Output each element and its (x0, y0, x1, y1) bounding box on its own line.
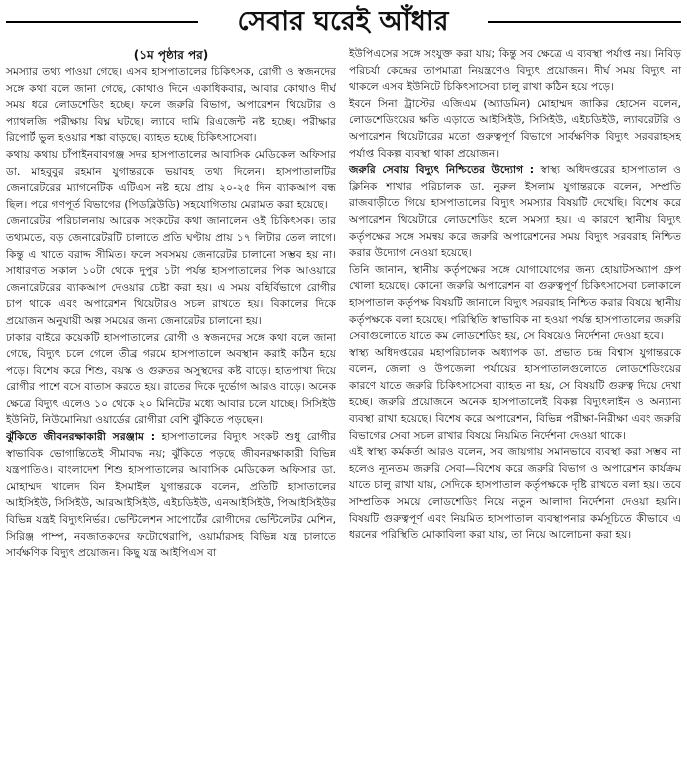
paragraph: কথায় কথায় চাঁপাইনবাবগঞ্জ সদর হাসপাতালের আবাসিক মেডিকেল অফিসার ডা. মাহবুবুর রহমান যুগান্তরকে ভয়াবহ তথ্য দিলেন। হাসপাতালটির জেনারেটরের ম্যাগনেটিক এটিএস নষ্ট হয়ে প্রায় ২০-২৫ দিন ব্যাকআপ বন্ধ ছিল। পরে গণপূর্ত বিভাগের (পিডব্লিউডি) সহযোগিতায় মেরামত করা হয়েছে। (6, 147, 336, 211)
paragraph-text: হাসপাতালের বিদ্যুৎ সংকট শুধু রোগীর স্বাভাবিক ভোগান্তিতেই সীমাবদ্ধ নয়; ঝুঁকিতে পড়ছে জীবনরক্ষাকারী বিভিন্ন যন্ত্রপাতিও। বাংলাদেশ শিশু হাসপাতালের আবাসিক মেডিকেল অফিসার ডা. মোহাম্মদ খালেদ বিন ইসমাইল যুগান্তরকে বলেন, প্রতিটি হাসাতালের আইসিইউ, সিসিইউ, আরআইসিইউ, এইচডিইউ, এনআইসিইউ, পিআইসিইউর বিভিন্ন যন্ত্রই বিদ্যুৎনির্ভর। ভেন্টিলেশন সাপোর্টের রোগীদের ভেন্টিলেটর মেশিন, সিরিঞ্জ পাম্প, নবজাতকদের ফটোথেরাপি, ওয়ার্মারসহ বিভিন্ন যন্ত্র চালাতে সার্বক্ষণিক বিদ্যুৎ প্রয়োজন। কিছু যন্ত্র আইপিএস বা (6, 430, 336, 560)
paragraph-text: স্বাস্থ্য অধিদপ্তরের হাসপাতাল ও ক্লিনিক শাখার পরিচালক ডা. নুরুল ইসলাম যুগান্তরকে বলেন, সম্প্রতি রাজবাড়ীতে গিয়ে হাসপাতালের বিদ্যুৎ সমস্যার বিষয়টি দেখেছি। বিশেষ করে অপারেশন থিয়েটারে লোডশেডিং হলে সমস্যা হয়। এ কারণে স্থানীয় বিদ্যুৎ কর্তৃপক্ষের সঙ্গে সমন্বয় করে জরুরি অপারেশনের সময় বিদ্যুৎ সরবরাহ নিশ্চিত করার উদ্যোগ নেওয়া হয়েছে। (349, 163, 681, 260)
paragraph: এই স্বাস্থ্য কর্মকর্তা আরও বলেন, সব জায়গায় সমানভাবে ব্যবস্থা করা সম্ভব না হলেও ন্যূনতম জরুরি সেবা—বিশেষ করে জরুরি বিভাগ ও অপারেশন কার্যক্রম যাতে চালু রাখা যায়, সেদিকে হাসপাতাল কর্তৃপক্ষকে দৃষ্টি রাখতে বলা হয়। তবে সাম্প্রতিক সময়ে লোডশেডিং নিয়ে নতুন আলাদা নির্দেশনা দেওয়া হয়নি। বিষয়টি গুরুত্বপূর্ণ এবং নিয়মিত হাসপাতাল ব্যবস্থাপনার কর্মসূচিতে কীভাবে এ ধরনের পরিস্থিতি মোকাবিলা করা যায়, তা নিয়ে আলোচনা করা হয়। (349, 445, 681, 542)
headline-rule-right (488, 21, 681, 23)
headline-bar (0, 0, 687, 44)
article-column-left (6, 46, 336, 778)
continued-label: (১ম পৃষ্ঠার পর) (133, 48, 209, 62)
paragraph: জেনারেটর পরিচালনায় আরেক সংকটের কথা জানালেন ওই চিকিৎসক। তার তথ্যমতে, বড় জেনারেটরটি চালাতে প্রতি ঘণ্টায় প্রায় ১৭ লিটার তেল লাগে। কিন্তু এ খাতে বরাদ্দ সীমিত। ফলে সবসময় জেনারেটর চালানো সম্ভব হয় না। সাধারণত সকাল ১০টা থেকে দুপুর ১টা পর্যন্ত হাসপাতালের পিক আওয়ারে জেনারেটরের ব্যাকআপ দেওয়ার চেষ্টা করা হয়। এ সময় বহির্বিভাগে রোগীর চাপ থাকে এবং অপারেশন থিয়েটারও সচল রাখতে হয়। বিকালের দিকে প্রয়োজন অনুযায়ী অল্প সময়ের জন্য জেনারেটর চালানো হয়। (6, 214, 336, 327)
headline-title: সেবার ঘরেই আঁধার (237, 6, 449, 37)
paragraph: ইউপিএসের সঙ্গে সংযুক্ত করা যায়; কিন্তু সব ক্ষেত্রে এ ব্যবস্থা পর্যাপ্ত নয়। নিবিড় পরিচর্যা কেন্দ্রের তাপমাত্রা নিয়ন্ত্রণেও বিদ্যুৎ প্রয়োজন। দীর্ঘ সময় বিদ্যুৎ না থাকলে এসব ইউনিটে চিকিৎসাসেবা চালু রাখা কঠিন হয়ে পড়ে। (349, 47, 681, 94)
subheading: ঝুঁকিতে জীবনরক্ষাকারী সরঞ্জাম : (6, 430, 156, 444)
paragraph: সমস্যার তথ্য পাওয়া গেছে। এসব হাসপাতালের চিকিৎসক, রোগী ও স্বজনদের সঙ্গে কথা বলে জানা গেছে, কোথাও দিনে একাধিকবার, আবার কোথাও দীর্ঘ সময় ধরে লোডশেডিং হচ্ছে। ফলে জরুরি বিভাগ, অপারেশন থিয়েটার ও প্যাথলজি পরীক্ষায় বিঘ্ন ঘটছে। ল্যাবে দামি রিএজেন্ট নষ্ট হচ্ছে। পরীক্ষার রিপোর্ট ভুল হওয়ার শঙ্কা বাড়ছে। ব্যাহত হচ্ছে চিকিৎসাসেবা। (6, 65, 336, 145)
paragraph (6, 429, 336, 562)
headline-rule-left (6, 21, 198, 23)
paragraph: ইবনে সিনা ট্রাস্টের এজিএম (অ্যাডমিন) মোহাম্মদ জাকির হোসেন বলেন, লোডশেডিংয়ের ক্ষতি এড়াতে আইসিইউ, সিসিইউ, এইচডিইউ, ল্যাবরেটরি ও অপারেশন থিয়েটারের মতো গুরুত্বপূর্ণ বিভাগে সার্বক্ষণিক বিদ্যুৎ সরবরাহসহ পর্যাপ্ত বিকল্প ব্যবস্থা থাকা প্রয়োজন। (349, 96, 681, 160)
paragraph: তিনি জানান, স্থানীয় কর্তৃপক্ষের সঙ্গে যোগাযোগের জন্য হোয়াটসঅ্যাপ গ্রুপ খোলা হয়েছে। কোনো জরুরি অপারেশন বা গুরুত্বপূর্ণ চিকিৎসাসেবা চলাকালে হাসপাতাল কর্তৃপক্ষ বিষয়টি জানালে বিদ্যুৎ সরবরাহ নিশ্চিত করার বিষয়ে স্থানীয় কর্তৃপক্ষকে বলা হয়েছে। পরিস্থিতি স্বাভাবিক না হওয়া পর্যন্ত হাসপাতালের জরুরি সেবাগুলোতে যাতে কম লোডশেডিং হয়, সে বিষয়েও নির্দেশনা দেওয়া হবে। (349, 262, 681, 343)
paragraph: ঢাকার বাইরে কয়েকটি হাসপাতালের রোগী ও স্বজনদের সঙ্গে কথা বলে জানা গেছে, বিদ্যুৎ চলে গেলে তীব্র গরমে হাসপাতালে অবস্থান করাই কঠিন হয়ে পড়ে। বিশেষ করে শিশু, বয়স্ক ও গুরুতর অসুস্থদের কষ্ট বাড়ে। হাতপাখা দিয়ে রোগীর পাশে বসে বাতাস করতে হয়। রাতের দিকে দুর্ভোগ আরও বাড়ে। অনেক ক্ষেত্রে বিদ্যুৎ এলেও ১০ থেকে ২০ মিনিটের মধ্যে আবার চলে যাচ্ছে। সিসিইউ ইউনিট, নিউমোনিয়া ওয়ার্ডের রোগীরা বেশি ঝুঁকিতে পড়ছেন। (6, 330, 336, 427)
paragraph: স্বাস্থ্য অধিদপ্তরের মহাপরিচালক অধ্যাপক ডা. প্রভাত চন্দ্র বিশ্বাস যুগান্তরকে বলেন, জেলা ও উপজেলা পর্যায়ের হাসপাতালগুলোতে লোডশেডিংয়ের কারণে যাতে জরুরি চিকিৎসাসেবা ব্যাহত না হয়, সে বিষয়টি গুরুত্ব দিয়ে দেখা হচ্ছে। জরুরি প্রয়োজনে অনেক হাসপাতালেই বিকল্প বিদ্যুৎলাইন ও অন্যান্য ব্যবস্থা রাখা হয়েছে। বিশেষ করে অপারেশন, বিভিন্ন পরীক্ষা-নিরীক্ষা এবং জরুরি বিভাগের সেবা সচল রাখার বিষয়ে নিয়মিত নির্দেশনা দেওয়া থাকে। (349, 345, 681, 442)
subheading: জরুরি সেবায় বিদ্যুৎ নিশ্চিতের উদ্যোগ : (349, 163, 535, 177)
paragraph (349, 162, 681, 262)
article-column-right (349, 46, 681, 778)
